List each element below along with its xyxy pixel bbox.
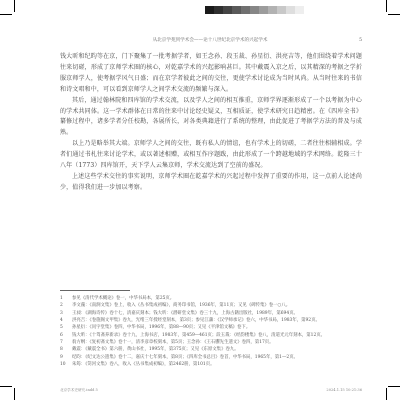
footnotes: [60, 295, 362, 368]
crop-mark: [0, 14, 12, 15]
calibration-swatch: [214, 6, 223, 14]
color-calibration-bar: [205, 6, 304, 14]
body-text: [60, 52, 362, 194]
calibration-swatch: [223, 6, 232, 14]
print-slug-timestamp: 2024.1.15 10:21:36: [326, 388, 362, 392]
footnote: 10 朱筠：《笥河文集》卷八，收入《丛书集成初编》，第2462册，第101页。: [60, 362, 215, 368]
footnote: 2 李文藻：《南涧文集》卷上，收入《丛书集成初编》，商务印书馆，1936年，第11页；又见《碑传集》卷一○八。: [60, 303, 291, 309]
calibration-swatch: [286, 6, 295, 14]
calibration-swatch: [232, 6, 241, 14]
footnote: 7 翁方纲：《复初斋文集》卷十一，清李彦章校刻本，第5页；王念孙：《王石臞先生遗文》卷四，第17页。: [60, 340, 274, 346]
calibration-swatch: [205, 6, 214, 14]
paragraph: 上述这些学术交往的事实说明，京师学术圈在乾嘉学术的兴起过程中发挥了重要的作用，这一点前人论述尚少，值得我们进一步加以考察。: [60, 172, 362, 191]
calibration-swatch: [268, 6, 277, 14]
crop-mark: [0, 386, 12, 387]
print-slug: [60, 388, 362, 393]
running-header: [60, 37, 362, 43]
calibration-swatch: [250, 6, 259, 14]
crop-mark: [14, 388, 15, 400]
footnote: 1 参见《清代学术概论》卷一，中华书局本，第25页。: [60, 296, 175, 301]
print-slug-filename: 北京学术史研究.indd 5: [60, 388, 98, 392]
calibration-swatch: [277, 6, 286, 14]
calibration-swatch: [259, 6, 268, 14]
footnote: 3 王昶：《湖海诗传》卷十七，清嘉庆刻本；钱大昕：《潜研堂文集》卷三十九，上海古籍出版社，1989年，第694页。: [60, 310, 298, 316]
crop-mark: [388, 386, 400, 387]
crop-mark: [388, 14, 400, 15]
footnote: 9 纪昀：《纪文达公遗集》卷十二，嘉庆十七年刻本，第8页；《四库全书总目》卷首，中华书局，1965年，第1—2页。: [60, 354, 298, 360]
footnote: 4 洪亮吉：《卷施阁文甲集》卷九，光绪三年授经堂刻本，第3页；参见江藩：《汉学师承记》卷六，中华书局，1983年，第92页。: [60, 318, 320, 324]
footnote: 6 钱大昕：《十驾斋养新录》卷十九，上海书店，1983年，第459—461页；段玉裁：《经韵楼集》卷八，清道光元年刻本，第12页。: [60, 332, 326, 338]
calibration-swatch: [295, 6, 304, 14]
crop-mark: [14, 0, 15, 12]
footnote: 5 孙星衍：《问字堂集》卷四，中华书局，1996年，第88—90页；又见《平津馆文稿》卷下。: [60, 325, 251, 331]
footnote: 8 戴震：《戴震全书》第六册，黄山书社，1995年，第375页；又见《东原文集》卷九。: [60, 347, 239, 353]
footnote-divider: [60, 290, 130, 291]
page-number: 5: [359, 37, 362, 43]
running-header-title: 从北京学苑到学术会——论十八世纪北京学术的兴起学术: [152, 38, 268, 43]
calibration-swatch: [241, 6, 250, 14]
paragraph: 钱大昕和纪昀等在京，门下聚集了一批考据学者，如王念孙、段玉裁、孙星衍、洪亮吉等，他们围绕着学术问题往来切磋，形成了京师学术圈的核心，对乾嘉学术的兴起影响甚巨。其中戴震入京之后，以其精深的考据之学折服京师学人，使考据学风气日盛；而在京学者彼此之间的交往，更使学术讨论成为当时风尚。从当时往来的书信和诗文唱和中，可以看到京师学人之间学术交流的频繁与深入。: [60, 53, 362, 93]
crop-mark: [386, 0, 387, 12]
crop-mark: [386, 388, 387, 400]
paragraph: 以上乃是略举其大端。京师学人之间的交往，既有私人的情谊，也有学术上的切磋，二者往往相辅相成。学者们通过书札往来讨论学术，或以著述相赠，或相互作序题跋，由此形成了一个跨越地域的学术网络。乾隆三十八年（1773）四库馆开，天下学人云集京师，学术交流达到了空前的盛况。: [60, 140, 362, 170]
paragraph: 其后，通过翰林院和四库馆的学术交流，以及学人之间的相互推重，京师学界逐渐形成了一个以考据为中心的学术共同体。这一学术群体在日常的往来中讨论经史疑义，互相质证，使学术研究日趋精密。在《四库全书》纂修过程中，诸多学者分任校勘，各展所长，对各类典籍进行了系统的整理，由此促进了考据学方法的普及与成熟。: [60, 96, 362, 137]
